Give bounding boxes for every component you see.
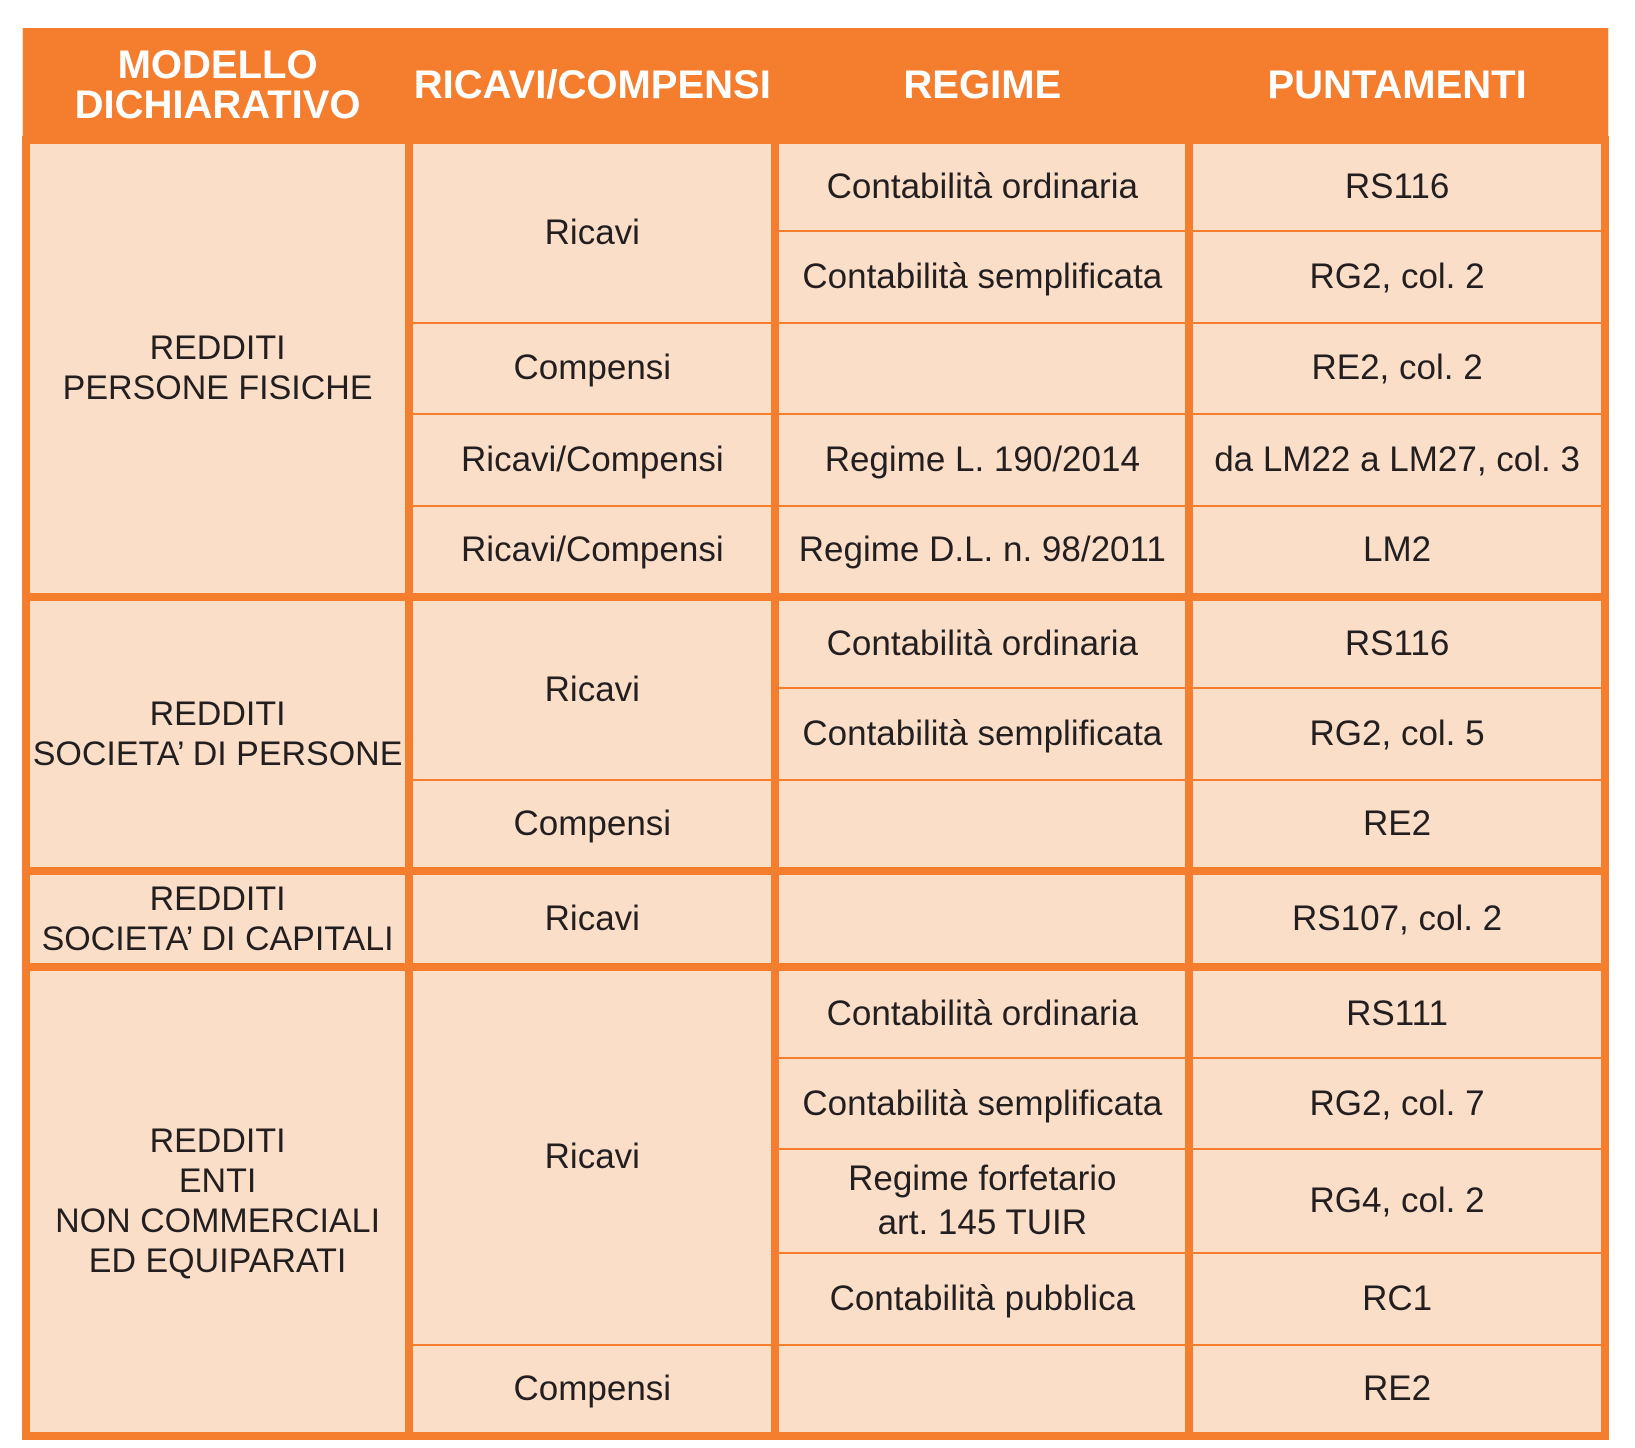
puntamenti-cell: RG4, col. 2 [1189,1149,1605,1253]
header-modello-dichiarativo [26,31,409,140]
table-body [26,140,1605,1436]
regime-cell [775,1345,1189,1437]
model-line: SOCIETA’ DI CAPITALI [41,919,394,958]
model-line: ENTI [178,1162,257,1201]
puntamenti-cell: RE2 [1189,780,1605,871]
type-cell: Ricavi [409,871,775,967]
model-line: REDDITI [149,1122,286,1161]
regime-cell: Contabilità ordinaria [775,597,1189,688]
model-line: PERSONE FISICHE [62,369,373,408]
type-cell: Compensi [409,1345,775,1437]
model-cell-societa-di-persone [26,597,409,871]
header-row [26,31,1605,140]
puntamenti-cell: RS107, col. 2 [1189,871,1605,967]
type-cell: Compensi [409,323,775,414]
regime-cell: Contabilità semplificata [775,688,1189,779]
header-col1-line2: DICHIARATIVO [74,83,361,127]
type-cell: Ricavi/Compensi [409,506,775,597]
model-cell-persone-fisiche [26,140,409,597]
puntamenti-cell: RG2, col. 5 [1189,688,1605,779]
puntamenti-cell: RC1 [1189,1253,1605,1344]
puntamenti-cell: RG2, col. 7 [1189,1058,1605,1149]
type-cell: Ricavi [409,597,775,780]
puntamenti-cell: RE2, col. 2 [1189,323,1605,414]
model-cell-societa-di-capitali [26,871,409,967]
regime-cell [775,323,1189,414]
model-line: ED EQUIPARATI [88,1242,347,1281]
model-cell-enti-non-commerciali [26,967,409,1436]
regime-cell [775,780,1189,871]
model-line: REDDITI [149,879,286,918]
regime-cell [775,871,1189,967]
model-line: REDDITI [149,329,286,368]
puntamenti-cell: RS116 [1189,597,1605,688]
type-cell: Ricavi [409,140,775,323]
type-cell: Compensi [409,780,775,871]
type-cell: Ricavi [409,967,775,1345]
header-col1-line1: MODELLO [117,43,318,87]
puntamenti-cell: RS116 [1189,140,1605,231]
model-line: SOCIETA’ DI PERSONE [32,734,403,773]
regime-cell: Contabilità ordinaria [775,967,1189,1058]
model-line: REDDITI [149,694,286,733]
regime-cell: Contabilità pubblica [775,1253,1189,1344]
regime-line: Regime forfetario [848,1159,1117,1199]
puntamenti-cell: RE2 [1189,1345,1605,1437]
regime-cell: Contabilità ordinaria [775,140,1189,231]
table-row [26,967,1605,1058]
table-row [26,140,1605,231]
table-row [26,597,1605,688]
type-cell: Ricavi/Compensi [409,414,775,505]
puntamenti-cell: LM2 [1189,506,1605,597]
regime-cell [775,1149,1189,1253]
regime-cell: Contabilità semplificata [775,231,1189,322]
regime-line: art. 145 TUIR [877,1203,1088,1243]
table-row [26,871,1605,967]
regime-cell: Regime D.L. n. 98/2011 [775,506,1189,597]
header-puntamenti: PUNTAMENTI [1189,31,1605,140]
table-header [26,31,1605,140]
puntamenti-cell: RS111 [1189,967,1605,1058]
header-regime: REGIME [775,31,1189,140]
regime-cell: Regime L. 190/2014 [775,414,1189,505]
header-ricavi-compensi: RICAVI/COMPENSI [409,31,775,140]
puntamenti-cell: RG2, col. 2 [1189,231,1605,322]
puntamenti-cell: da LM22 a LM27, col. 3 [1189,414,1605,505]
regime-cell: Contabilità semplificata [775,1058,1189,1149]
declaration-table [22,28,1609,1440]
model-line: NON COMMERCIALI [55,1202,381,1241]
